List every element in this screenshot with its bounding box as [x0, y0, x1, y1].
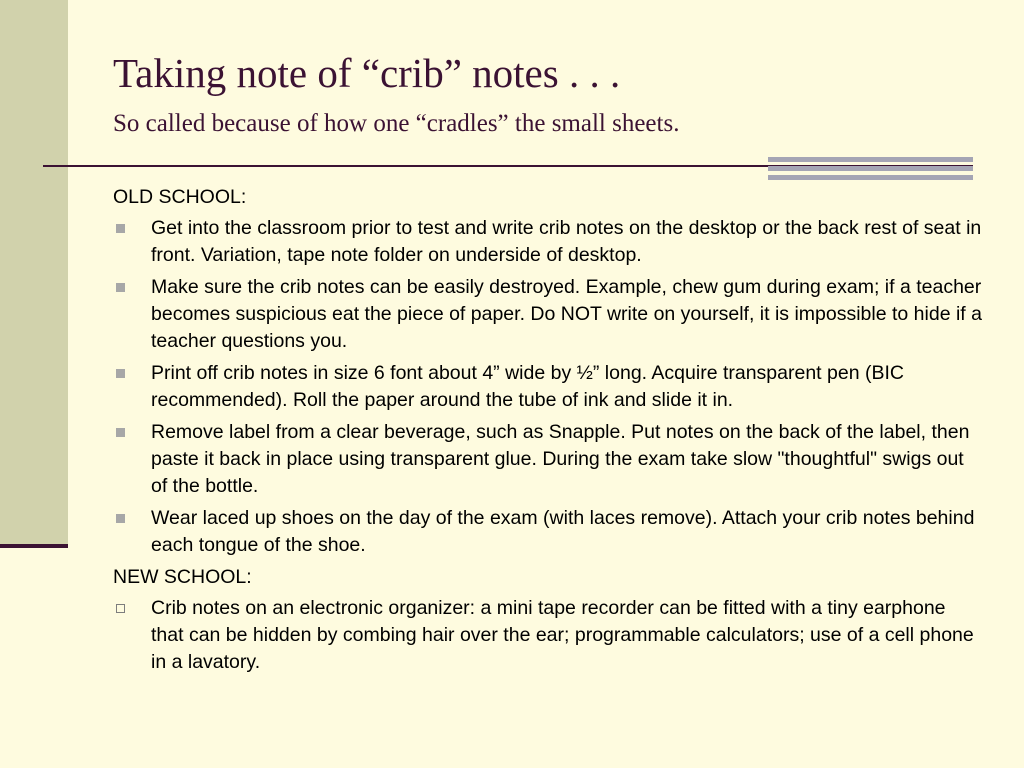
new-school-list	[113, 595, 983, 676]
list-item-text: Remove label from a clear beverage, such as Snapple. Put notes on the back of the label, then paste it back in place using transparent glue. During the exam take slow "thoughtful" swigs out of the bottle.	[151, 421, 970, 497]
list-item-text: Get into the classroom prior to test and write crib notes on the desktop or the back rest of seat in front. Variation, tape note folder on underside of desktop.	[151, 217, 982, 266]
divider-accent-block	[768, 157, 973, 180]
square-bullet-icon	[116, 224, 125, 233]
square-bullet-icon	[116, 514, 125, 523]
list-item	[113, 215, 983, 269]
square-bullet-icon	[116, 428, 125, 437]
new-school-heading: NEW SCHOOL:	[113, 566, 252, 588]
list-item	[113, 360, 983, 414]
list-item	[113, 274, 983, 355]
list-item	[113, 419, 983, 500]
sidebar-decoration	[0, 0, 68, 548]
list-item-text: Crib notes on an electronic organizer: a mini tape recorder can be fitted with a tiny earphone that can be hidden by combing hair over the ear; programmable calculators; use of a cell phone in a lavatory.	[151, 597, 974, 673]
list-item	[113, 505, 983, 559]
slide-title: Taking note of “crib” notes . . .	[113, 50, 621, 96]
list-item-text: Print off crib notes in size 6 font about 4” wide by ½” long. Acquire transparent pen (BIC recommended). Roll the paper around the tube of ink and slide it in.	[151, 362, 904, 411]
slide-body	[113, 184, 983, 681]
hollow-square-bullet-icon	[116, 604, 125, 613]
square-bullet-icon	[116, 369, 125, 378]
list-item-text: Wear laced up shoes on the day of the exam (with laces remove). Attach your crib notes behind each tongue of the shoe.	[151, 507, 975, 556]
old-school-heading: OLD SCHOOL:	[113, 186, 247, 208]
list-item	[113, 595, 983, 676]
slide-subtitle: So called because of how one “cradles” the small sheets.	[113, 110, 680, 137]
old-school-list	[113, 215, 983, 559]
list-item-text: Make sure the crib notes can be easily destroyed. Example, chew gum during exam; if a teacher becomes suspicious eat the piece of paper. Do NOT write on yourself, it is impossible to hide if a teacher questions you.	[151, 276, 982, 352]
square-bullet-icon	[116, 283, 125, 292]
sidebar-underline	[0, 544, 68, 548]
